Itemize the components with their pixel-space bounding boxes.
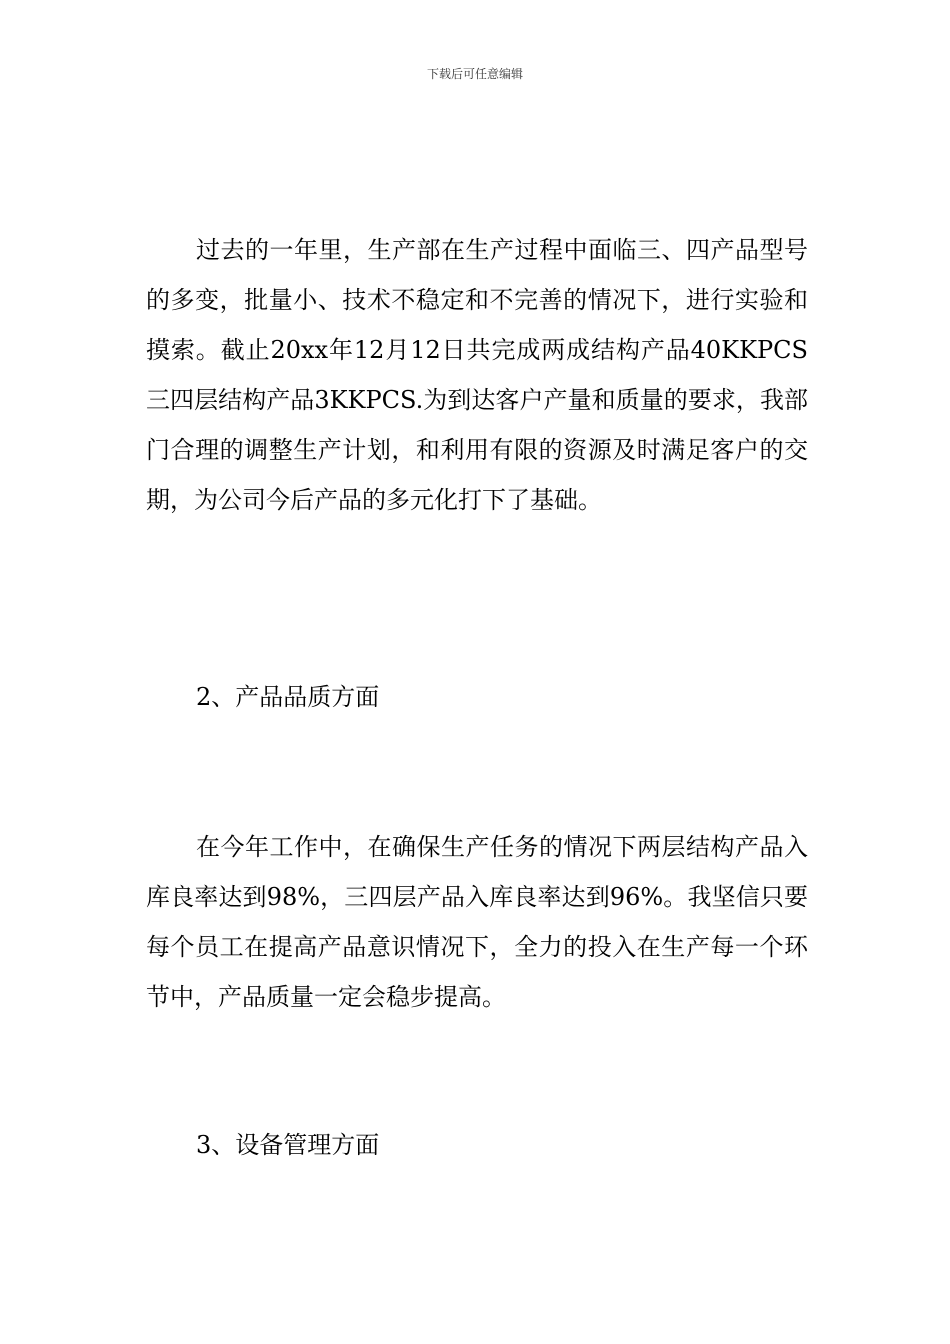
section-heading-product-quality: 2、产品品质方面 [196,683,380,711]
section-heading-equipment-management: 3、设备管理方面 [196,1131,380,1159]
paragraph-production-summary: 过去的一年里，生产部在生产过程中面临三、四产品型号的多变，批量小、技术不稳定和不完善的情况下，进行实验和摸索。截止20xx年12月12日共完成两成结构产品40KKPCS三四层结构产品3KKPCS.为到达客户产量和质量的要求，我部门合理的调整生产计划，和利用有限的资源及时满足客户的交期，为公司今后产品的多元化打下了基础。 [146,236,808,514]
page-header: 下载后可任意编辑 [426,67,523,81]
paragraph-product-quality: 在今年工作中，在确保生产任务的情况下两层结构产品入库良率达到98%，三四层产品入库良率达到96%。我坚信只要每个员工在提高产品意识情况下，全力的投入在生产每一个环节中，产品质量一定会稳步提高。 [146,833,808,1011]
